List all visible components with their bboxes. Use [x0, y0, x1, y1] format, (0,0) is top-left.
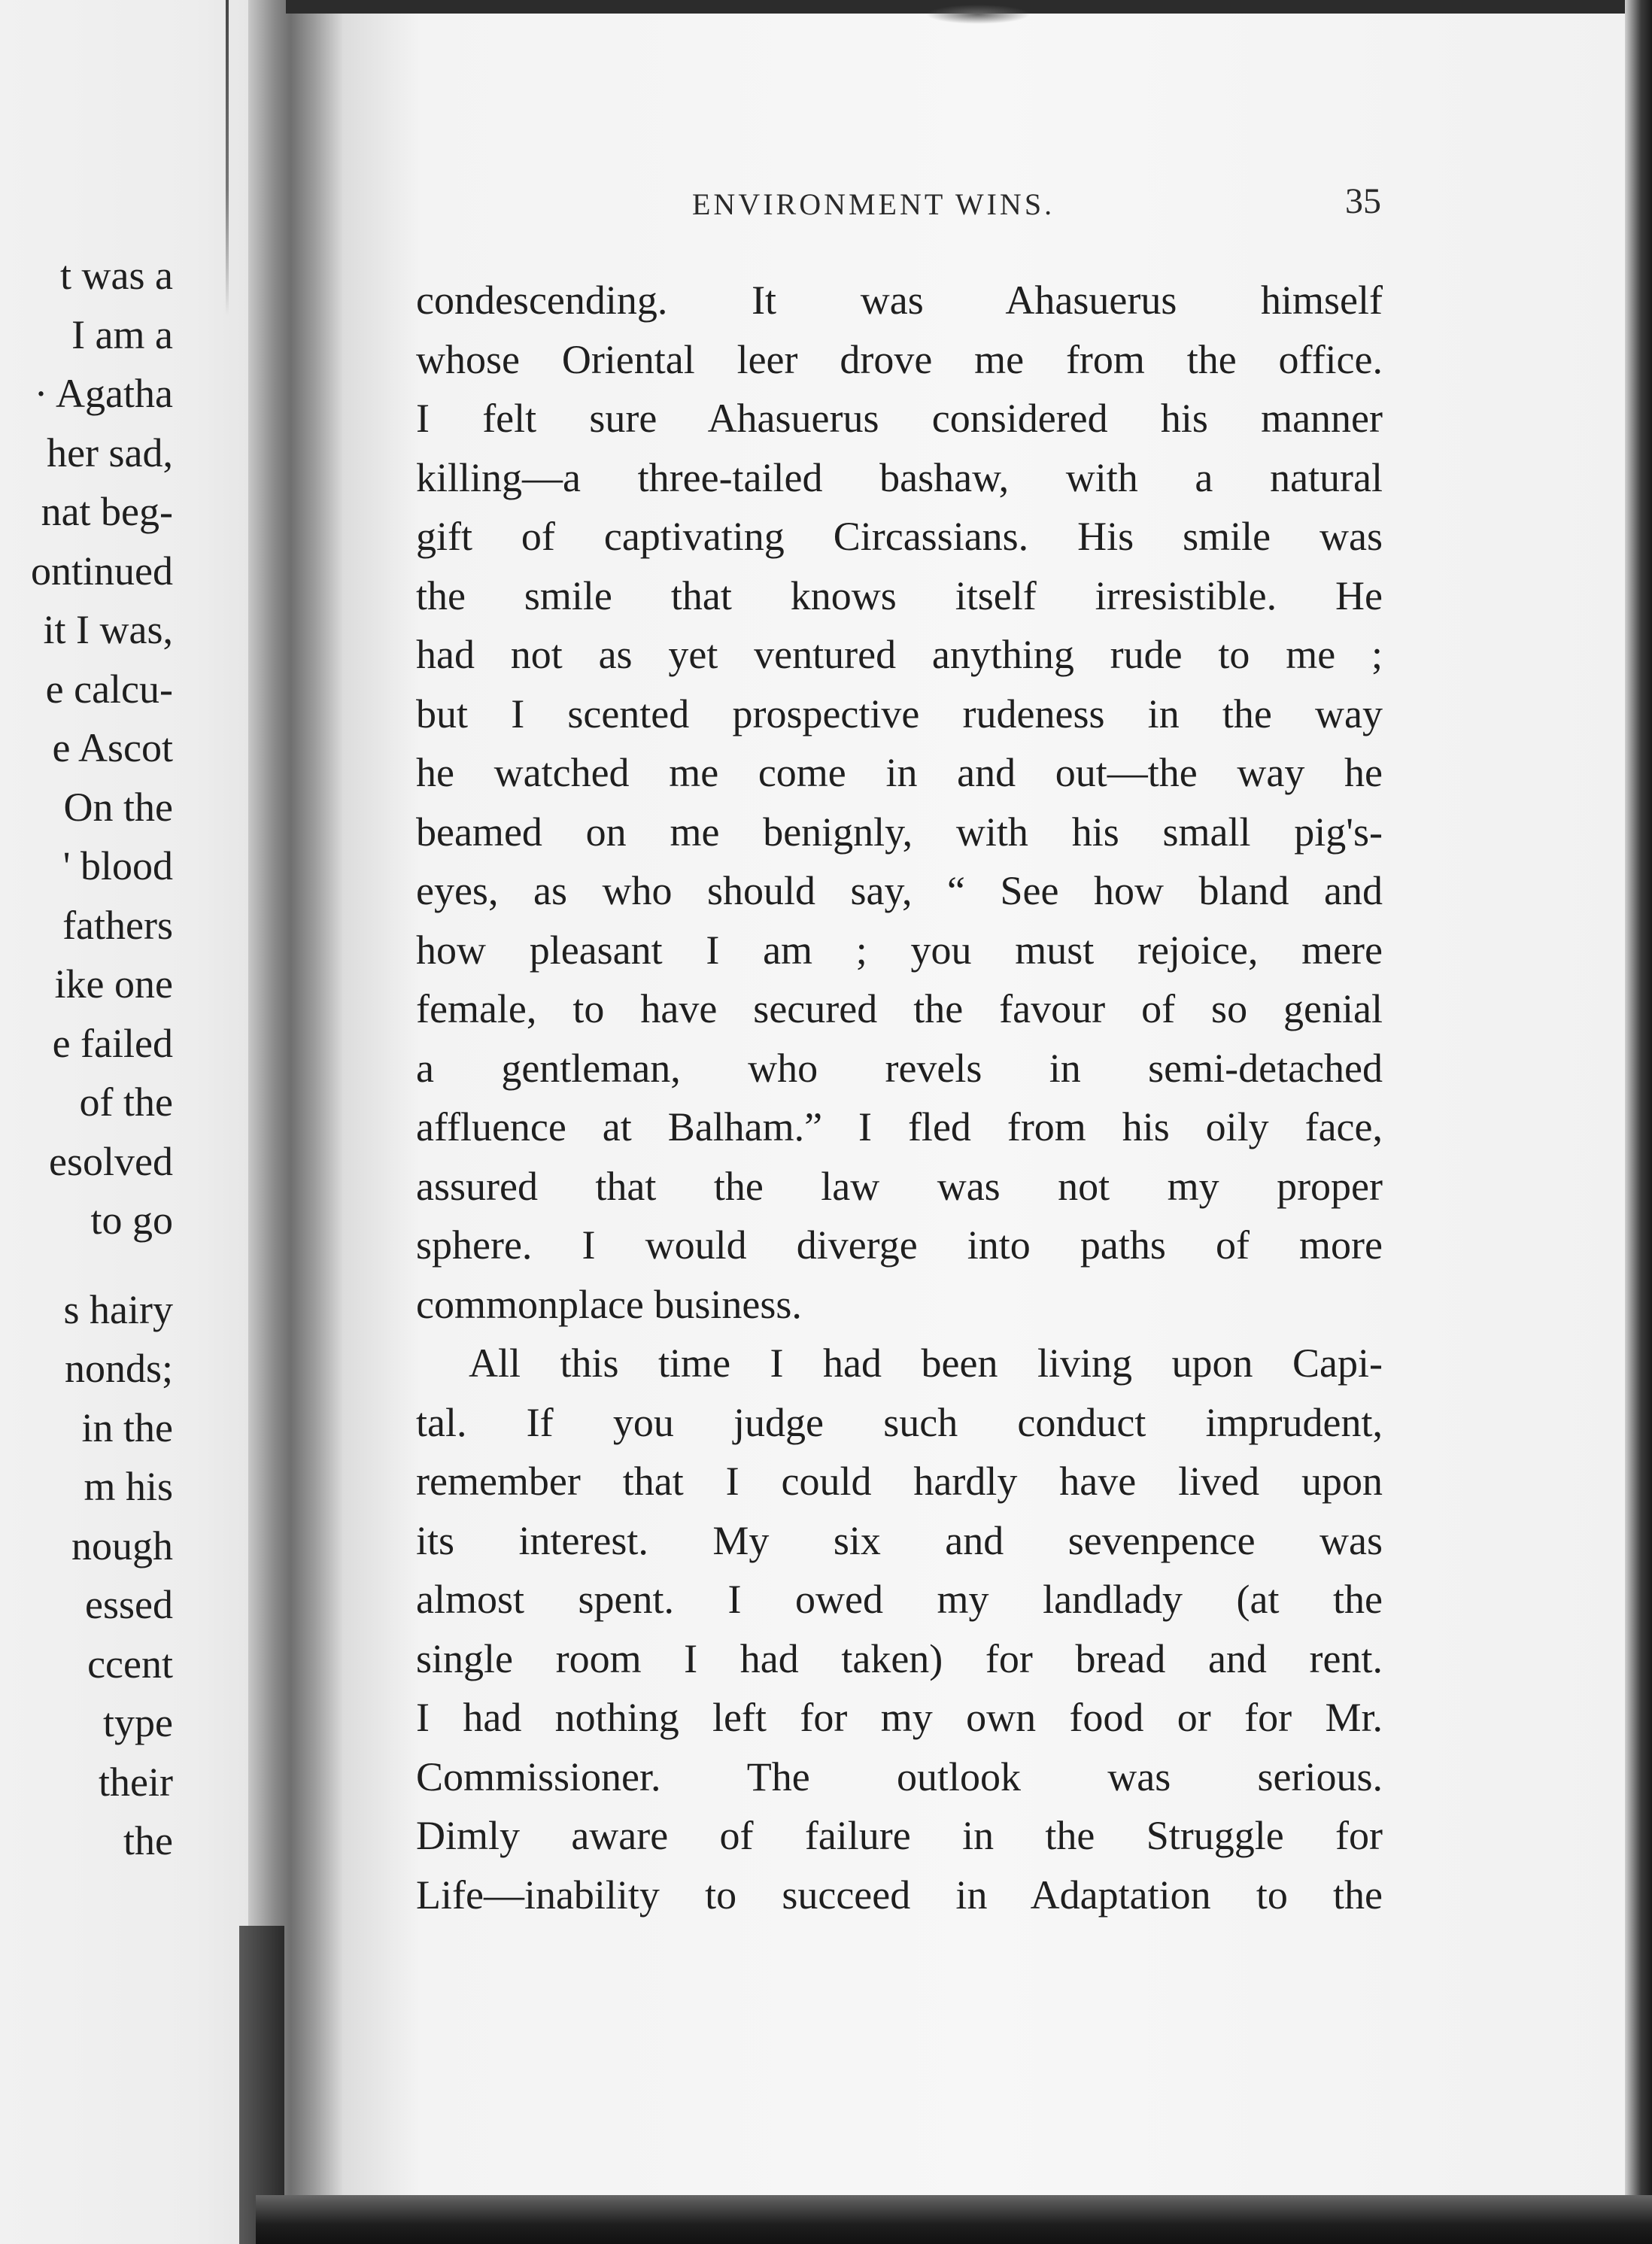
text-line: the smile that knows itself irresistible. He — [416, 572, 1383, 618]
scan-smudge — [925, 5, 1031, 24]
text-line: killing—a three-tailed bashaw, with a natural — [416, 454, 1383, 500]
text-line: gift of captivating Circassians. His smile was — [416, 514, 1383, 559]
text-line: affluence at Balham.” I fled from his oily face, — [416, 1104, 1383, 1149]
left-fragment: to go — [90, 1198, 173, 1243]
left-fragment: nough — [71, 1523, 173, 1568]
text-line: All this time I had been living upon Capi- — [469, 1341, 1383, 1386]
text-line: sphere. I would diverge into paths of more — [416, 1222, 1383, 1268]
left-fragment: e calcu- — [45, 666, 173, 712]
left-fragment: ' blood — [62, 843, 173, 888]
left-fragment: I am a — [71, 311, 173, 357]
text-line: condescending. It was Ahasuerus himself — [416, 278, 1383, 323]
text-line: single room I had taken) for bread and rent. — [416, 1635, 1383, 1681]
text-line: Commissioner. The outlook was serious. — [416, 1754, 1383, 1799]
text-line: he watched me come in and out—the way he — [416, 750, 1383, 795]
text-line: I felt sure Ahasuerus considered his manner — [416, 396, 1383, 441]
text-line: commonplace business. — [416, 1281, 802, 1327]
page-edge-mark — [226, 0, 229, 316]
text-line: a gentleman, who revels in semi-detached — [416, 1045, 1383, 1091]
book-gutter-shadow — [248, 0, 342, 2244]
left-fragment: of the — [79, 1079, 173, 1125]
left-fragment: the — [123, 1818, 173, 1863]
left-fragment: nonds; — [64, 1346, 173, 1391]
body-text — [416, 271, 1383, 1924]
left-page-text-fragments — [0, 246, 173, 1871]
left-fragment: t was a — [60, 253, 173, 298]
left-fragment: esolved — [49, 1138, 173, 1184]
text-line: beamed on me benignly, with his small pig's- — [416, 809, 1383, 855]
text-line: but I scented prospective rudeness in the way — [416, 691, 1383, 736]
text-line: its interest. My six and sevenpence was — [416, 1517, 1383, 1563]
text-line: assured that the law was not my proper — [416, 1163, 1383, 1209]
running-head: ENVIRONMENT WINS. — [692, 187, 1055, 221]
left-fragment: s hairy — [63, 1286, 173, 1332]
left-fragment: it I was, — [43, 607, 173, 652]
text-line: I had nothing left for my own food or for Mr. — [416, 1695, 1383, 1740]
left-fragment: ccent — [87, 1641, 173, 1687]
text-line: how pleasant I am ; you must rejoice, mere — [416, 927, 1383, 973]
left-fragment: · Agatha — [34, 371, 173, 416]
left-fragment: ontinued — [31, 548, 173, 594]
left-fragment: type — [103, 1700, 173, 1745]
text-line: Life—inability to succeed in Adaptation to the — [416, 1872, 1383, 1918]
text-line: remember that I could hardly have lived upon — [416, 1459, 1383, 1504]
left-fragment: ike one — [54, 961, 173, 1007]
left-fragment: essed — [85, 1582, 173, 1627]
left-fragment: e Ascot — [52, 725, 173, 770]
left-fragment: m his — [84, 1464, 173, 1509]
left-fragment: e failed — [52, 1020, 173, 1066]
scan-right-border — [1625, 0, 1652, 2244]
text-line: female, to have secured the favour of so genial — [416, 986, 1383, 1031]
left-fragment: her sad, — [47, 430, 173, 475]
text-line: whose Oriental leer drove me from the office. — [416, 336, 1383, 382]
text-line: almost spent. I owed my landlady (at the — [416, 1577, 1383, 1622]
left-fragment: nat beg- — [41, 489, 173, 534]
text-line: tal. If you judge such conduct imprudent, — [416, 1399, 1383, 1445]
left-fragment: On the — [63, 784, 173, 830]
text-line: eyes, as who should say, “ See how bland and — [416, 868, 1383, 913]
left-fragment: their — [99, 1759, 173, 1805]
text-line: had not as yet ventured anything rude to me ; — [416, 632, 1383, 677]
text-line: Dimly aware of failure in the Struggle for — [416, 1813, 1383, 1858]
left-facing-page — [0, 0, 280, 2244]
left-fragment: in the — [81, 1404, 173, 1450]
left-paragraph-gap — [0, 1250, 173, 1280]
page-number: 35 — [1345, 181, 1381, 221]
scan-bottom-border — [256, 2195, 1652, 2244]
left-fragment: fathers — [62, 902, 173, 948]
